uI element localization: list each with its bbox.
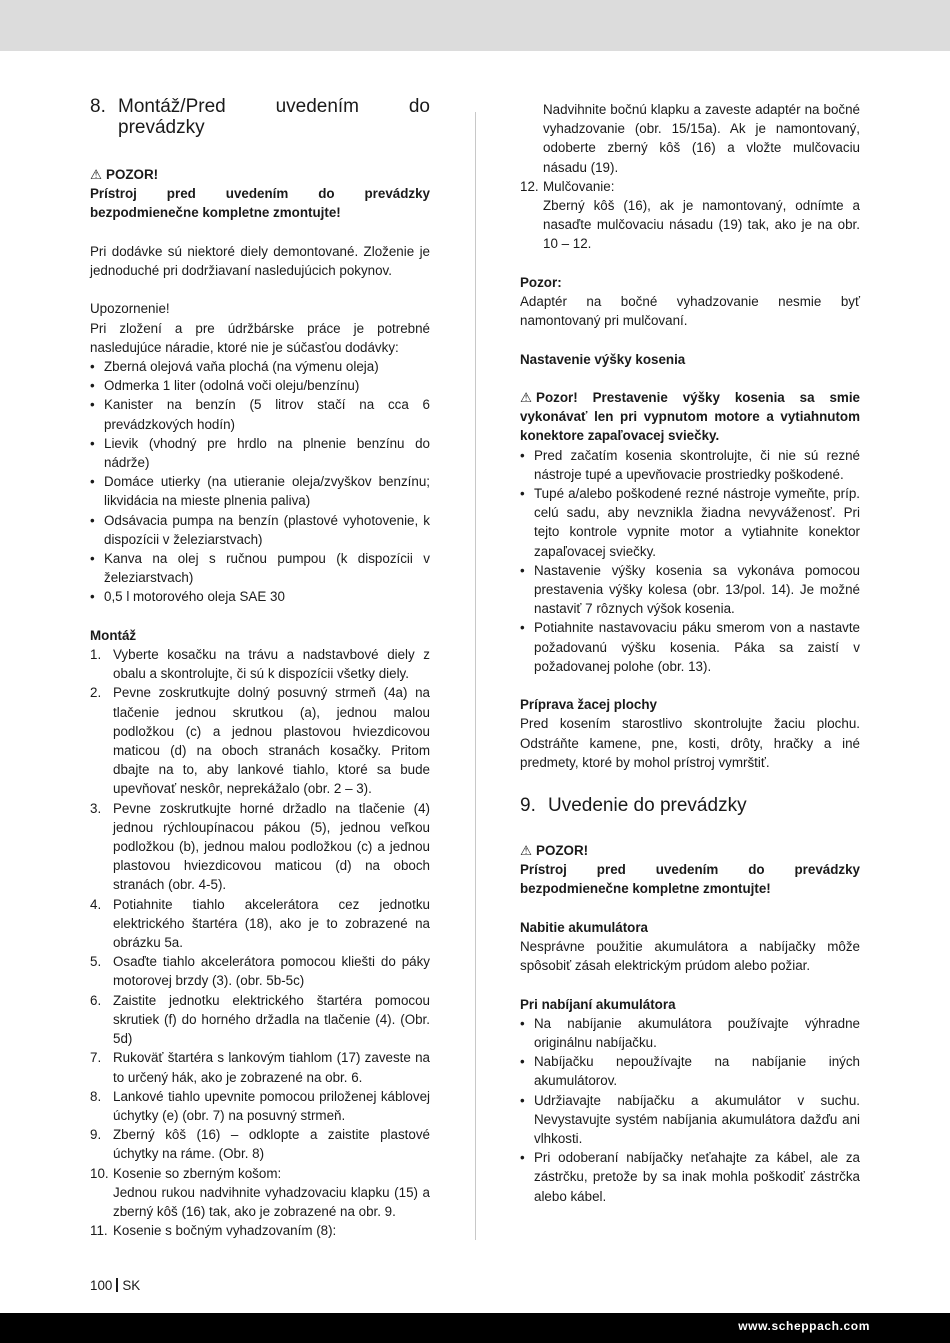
list-item: • 0,5 l motorového oleja SAE 30 bbox=[90, 587, 430, 606]
language-code: SK bbox=[122, 1278, 141, 1293]
prep-heading: Príprava žacej plochy bbox=[520, 697, 657, 713]
list-item: 12. Mulčovanie: bbox=[520, 178, 615, 194]
section-9-title: Uvedenie do prevádzky bbox=[548, 795, 747, 817]
list-item: • Zberná olejová vaňa plochá (na výmenu oleja) bbox=[90, 357, 430, 376]
list-item: • Lievik (vhodný pre hrdlo na plnenie benzínu do nádrže) bbox=[90, 434, 430, 472]
prep-text: Pred kosením starostlivo skontrolujte žaciu plochu. Odstráňte kamene, pne, kosti, drôty, hračky a iné predmety, ktoré by mohol prístroj vymrštiť. bbox=[520, 716, 860, 770]
assembly-steps bbox=[90, 645, 430, 1240]
column-divider bbox=[475, 112, 476, 1240]
list-item: • Udržiavajte nabíjačku a akumulátor v suchu. Nevystavujte systém nabíjania akumulátora dažďu ani vlhkosti. bbox=[520, 1091, 860, 1149]
list-item: • Potiahnite nastavovaciu páku smerom von a nastavte požadovanú výšku kosenia. Páka sa zaistí v požadovanej polohe (obr. 13). bbox=[520, 618, 860, 676]
list-item: • Nabíjačku nepoužívajte na nabíjanie iných akumulátorov. bbox=[520, 1052, 860, 1090]
list-item: • Odsávacia pumpa na benzín (plastové vyhotovenie, k dispozícii v železiarstvach) bbox=[90, 511, 430, 549]
footer-bar bbox=[0, 1313, 950, 1343]
pozor-text: Adaptér na bočné vyhadzovanie nesmie byť namontovaný pri mulčovaní. bbox=[520, 294, 860, 329]
montaz-heading: Montáž bbox=[90, 627, 137, 643]
right-column bbox=[520, 100, 860, 1206]
list-item: • Tupé a/alebo poškodené rezné nástroje vymeňte, príp. celú sadu, aby nevznikla žiadna nevyváženosť. Pri tejto kontrole vypnite motor a vytiahnite konektor zapaľovacej sviečky. bbox=[520, 484, 860, 561]
step-11-continuation: Nadvihnite bočnú klapku a zaveste adaptér na bočné vyhadzovanie (obr. 15/15a). Ak je namontovaný, odoberte zberný kôš (16) a vložte mulčovaciu násadu (19). bbox=[543, 102, 860, 175]
charging-list bbox=[520, 1014, 860, 1206]
list-item: • Nastavenie výšky kosenia sa vykonáva pomocou prestavenia výšky kolesa (obr. 13/pol. 14). Je možné nastaviť 7 rôznych výšok kosenia. bbox=[520, 561, 860, 619]
section-9-number: 9. bbox=[520, 795, 536, 817]
warning-triangle-icon: ⚠ bbox=[90, 167, 103, 182]
assembly-steps-cont bbox=[520, 177, 860, 196]
list-item: • Domáce utierky (na utieranie oleja/zvyškov benzínu; likvidácia na mieste plnenia paliva) bbox=[90, 472, 430, 510]
list-item: • Na nabíjanie akumulátora používajte výhradne originálnu nabíjačku. bbox=[520, 1014, 860, 1052]
list-item: 1. Vyberte kosačku na trávu a nadstavbové diely z obalu a skontrolujte, či sú k dispozícii všetky diely. bbox=[90, 647, 430, 682]
list-item: Jednou rukou nadvihnite vyhadzovaciu klapku (15) a zberný kôš (16) tak, ako je zobrazené na obr. 9. bbox=[113, 1184, 430, 1219]
section-8-title: Montáž/Pred uvedením do prevádzky bbox=[118, 96, 430, 138]
list-item: 5. Osaďte tiahlo akcelerátora pomocou kliešti do páky motorovej brzdy (3). (obr. 5b-5c) bbox=[90, 954, 430, 989]
warning-label: POZOR! bbox=[106, 167, 159, 182]
list-item: 7. Rukoväť štartéra s lankovým tiahlom (17) zaveste na to určený hák, ako je zobrazené na obr. 6. bbox=[90, 1050, 430, 1085]
charge-heading: Nabitie akumulátora bbox=[520, 919, 648, 935]
header-bar bbox=[0, 0, 950, 51]
height-warning: ⚠ Pozor! Prestavenie výšky kosenia sa smie vykonávať len pri vypnutom motore a vytiahnutom konektore zapaľovacej sviečky. bbox=[520, 390, 860, 444]
page-number bbox=[90, 1276, 140, 1295]
charge-text: Nesprávne použitie akumulátora a nabíjačky môže spôsobiť zásah elektrickým prúdom alebo požiar. bbox=[520, 939, 860, 974]
warning-text-2: Prístroj pred uvedením do prevádzky bezpodmienečne kompletne zmontujte! bbox=[520, 862, 860, 897]
note-title: Upozornenie! bbox=[90, 301, 170, 317]
intro-text: Pri dodávke sú niektoré diely demontované. Zloženie je jednoduché pri dodržiavaní nasledujúcich pokynov. bbox=[90, 243, 430, 278]
list-item: • Pred začatím kosenia skontrolujte, či nie sú rezné nástroje tupé a upevňovacie prostriedky poškodené. bbox=[520, 446, 860, 484]
list-item: 10. Kosenie so zberným košom: bbox=[90, 1165, 282, 1181]
warning-heading-2: ⚠ POZOR! bbox=[520, 841, 860, 860]
left-column bbox=[90, 96, 430, 1240]
list-item: 4. Potiahnite tiahlo akcelerátora cez jednotku elektrického štartéra (18), ako je to zobrazené na obrázku 5a. bbox=[90, 896, 430, 951]
list-item: 9. Zberný kôš (16) – odklopte a zaistite plastové úchytky na ráme. (Obr. 8) bbox=[90, 1127, 430, 1162]
page-number-value: 100 bbox=[90, 1278, 113, 1293]
website-link[interactable]: www.scheppach.com bbox=[738, 1318, 870, 1333]
list-item: 11. Kosenie s bočným vyhadzovaním (8): bbox=[90, 1223, 337, 1239]
section-8-heading bbox=[90, 96, 430, 138]
list-item: • Odmerka 1 liter (odolná voči oleju/benzínu) bbox=[90, 376, 430, 395]
step-12-text: Zberný kôš (16), ak je namontovaný, odnímte a nasaďte mulčovaciu násadu (19) tak, ako je na obr. 10 – 12. bbox=[543, 198, 860, 252]
list-item: 6. Zaistite jednotku elektrického štartéra pomocou skrutiek (f) do horného držadla na tlačenie (4). (Obr. 5d) bbox=[90, 992, 430, 1047]
pozor-heading: Pozor: bbox=[520, 274, 562, 290]
list-item: • Kanister na benzín (5 litrov stačí na cca 6 prevádzkových hodín) bbox=[90, 395, 430, 433]
list-item: • Pri odoberaní nabíjačky neťahajte za kábel, ale za zástrčku, pretože by sa inak mohla poškodiť zástrčka alebo kábel. bbox=[520, 1148, 860, 1206]
height-heading: Nastavenie výšky kosenia bbox=[520, 351, 686, 367]
list-item: • Kanva na olej s ručnou pumpou (k dispozícii v železiarstvach) bbox=[90, 549, 430, 587]
list-item: 3. Pevne zoskrutkujte horné držadlo na tlačenie (4) jednou rýchloupínacou pákou (5), jednou veľkou podložkou (b), jednou malou podložkou (c) a jednou plastovou hviezdicovou maticou (d) na oboch stranách (obr. 4-5). bbox=[90, 800, 430, 893]
note-text: Pri zložení a pre údržbárske práce je potrebné nasledujúce náradie, ktoré nie je súčasťou dodávky: bbox=[90, 320, 430, 355]
tools-list bbox=[90, 357, 430, 607]
charging-heading: Pri nabíjaní akumulátora bbox=[520, 996, 676, 1012]
warning-triangle-icon: ⚠ bbox=[520, 390, 533, 405]
page-separator bbox=[116, 1278, 118, 1292]
list-item: 2. Pevne zoskrutkujte dolný posuvný strmeň (4a) na tlačenie jednou skrutkou (a), jednou malou podložkou (c) a jednou plastovou hviezdicovou maticou (d) na oboch stranách kosačky. Pritom dbajte na to, aby lankové tiahlo, ktoré sa bude upevňovať neskôr, neprekážalo (obr. 2 – 3). bbox=[90, 685, 430, 797]
warning-heading bbox=[90, 165, 430, 184]
list-item: 8. Lankové tiahlo upevnite pomocou priloženej káblovej úchytky (e) (obr. 7) na posuvný strmeň. bbox=[90, 1088, 430, 1123]
height-list bbox=[520, 446, 860, 676]
warning-text: Prístroj pred uvedením do prevádzky bezpodmienečne kompletne zmontujte! bbox=[90, 186, 430, 221]
warning-triangle-icon: ⚠ bbox=[520, 843, 533, 859]
section-8-number: 8. bbox=[90, 96, 106, 117]
section-9-heading bbox=[520, 795, 860, 816]
